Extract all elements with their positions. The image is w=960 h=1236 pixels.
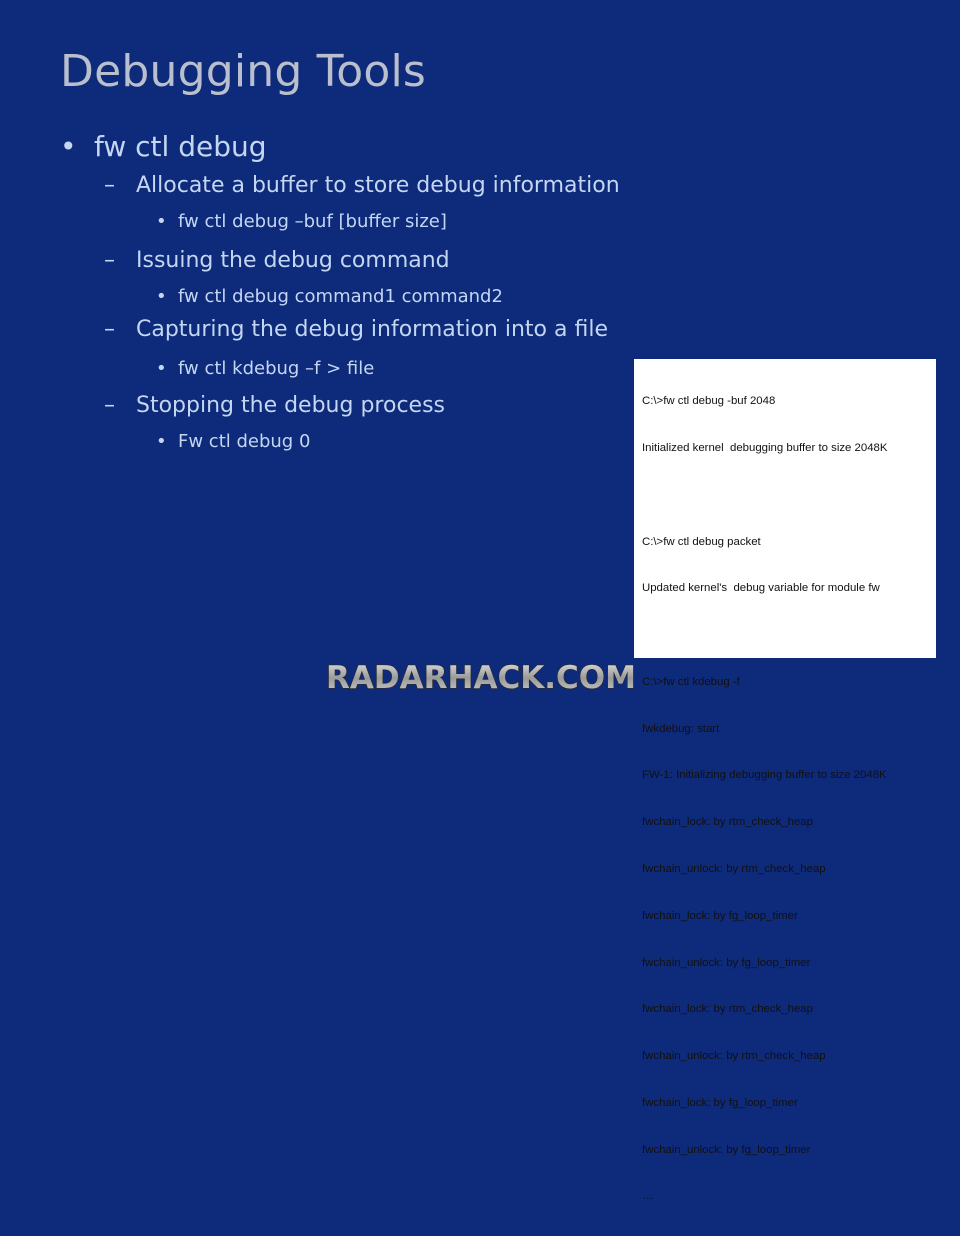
console-line: C:\>fw ctl debug -buf 2048 — [642, 395, 776, 408]
sub-item-label: Allocate a buffer to store debug information — [136, 173, 620, 198]
dash-mark: – — [104, 248, 115, 273]
bullet-mark: • — [60, 130, 77, 163]
console-line: fwchain_lock: by fg_loop_timer — [642, 909, 798, 922]
watermark-logo — [326, 652, 636, 702]
dash-mark: – — [104, 317, 115, 342]
detail-text: Fw ctl debug 0 — [178, 431, 311, 452]
console-line: fwchain_unlock: by rtm_check_heap — [642, 1050, 826, 1063]
console-line — [642, 488, 936, 504]
detail-text: fw ctl kdebug –f > file — [178, 358, 375, 379]
console-line: fwchain_lock: by rtm_check_heap — [642, 816, 813, 829]
console-line: fwchain_unlock: by fg_loop_timer — [642, 1143, 811, 1156]
console-line: fwchain_unlock: by fg_loop_timer — [642, 956, 811, 969]
dash-mark: – — [104, 173, 115, 198]
sub-item-label: Capturing the debug information into a file — [136, 317, 608, 342]
sub-item-label: Stopping the debug process — [136, 393, 445, 418]
console-line: FW-1: Initializing debugging buffer to size 2048K — [642, 769, 887, 782]
bullet-mark: • — [156, 358, 167, 379]
watermark-text: RADARHACK.COM — [326, 660, 636, 696]
console-line: Updated kernel's debug variable for module fw — [642, 582, 880, 595]
console-line: fwchain_lock: by fg_loop_timer — [642, 1096, 798, 1109]
console-line: fwchain_lock: by rtm_check_heap — [642, 1003, 813, 1016]
console-line: fwchain_unlock: by rtm_check_heap — [642, 863, 826, 875]
slide-title: Debugging Tools — [60, 46, 427, 97]
sub-item-label: Issuing the debug command — [136, 248, 450, 273]
console-line: … — [642, 1190, 654, 1203]
bullet-mark: • — [156, 431, 167, 452]
dash-mark: – — [104, 393, 115, 418]
console-line: Initialized kernel debugging buffer to size 2048K — [642, 441, 888, 454]
console-line: C:\>fw ctl debug packet — [642, 535, 761, 548]
detail-text: fw ctl debug command1 command2 — [178, 286, 503, 307]
bullet-text: fw ctl debug — [94, 130, 267, 163]
console-line: C:\>fw ctl kdebug -f — [642, 675, 740, 688]
console-output — [634, 359, 936, 1203]
detail-text: fw ctl debug –buf [buffer size] — [178, 211, 447, 232]
console-line: fwkdebug: start — [642, 722, 720, 735]
bullet-mark: • — [156, 286, 167, 307]
bullet-mark: • — [156, 211, 167, 232]
console-line — [642, 628, 936, 644]
